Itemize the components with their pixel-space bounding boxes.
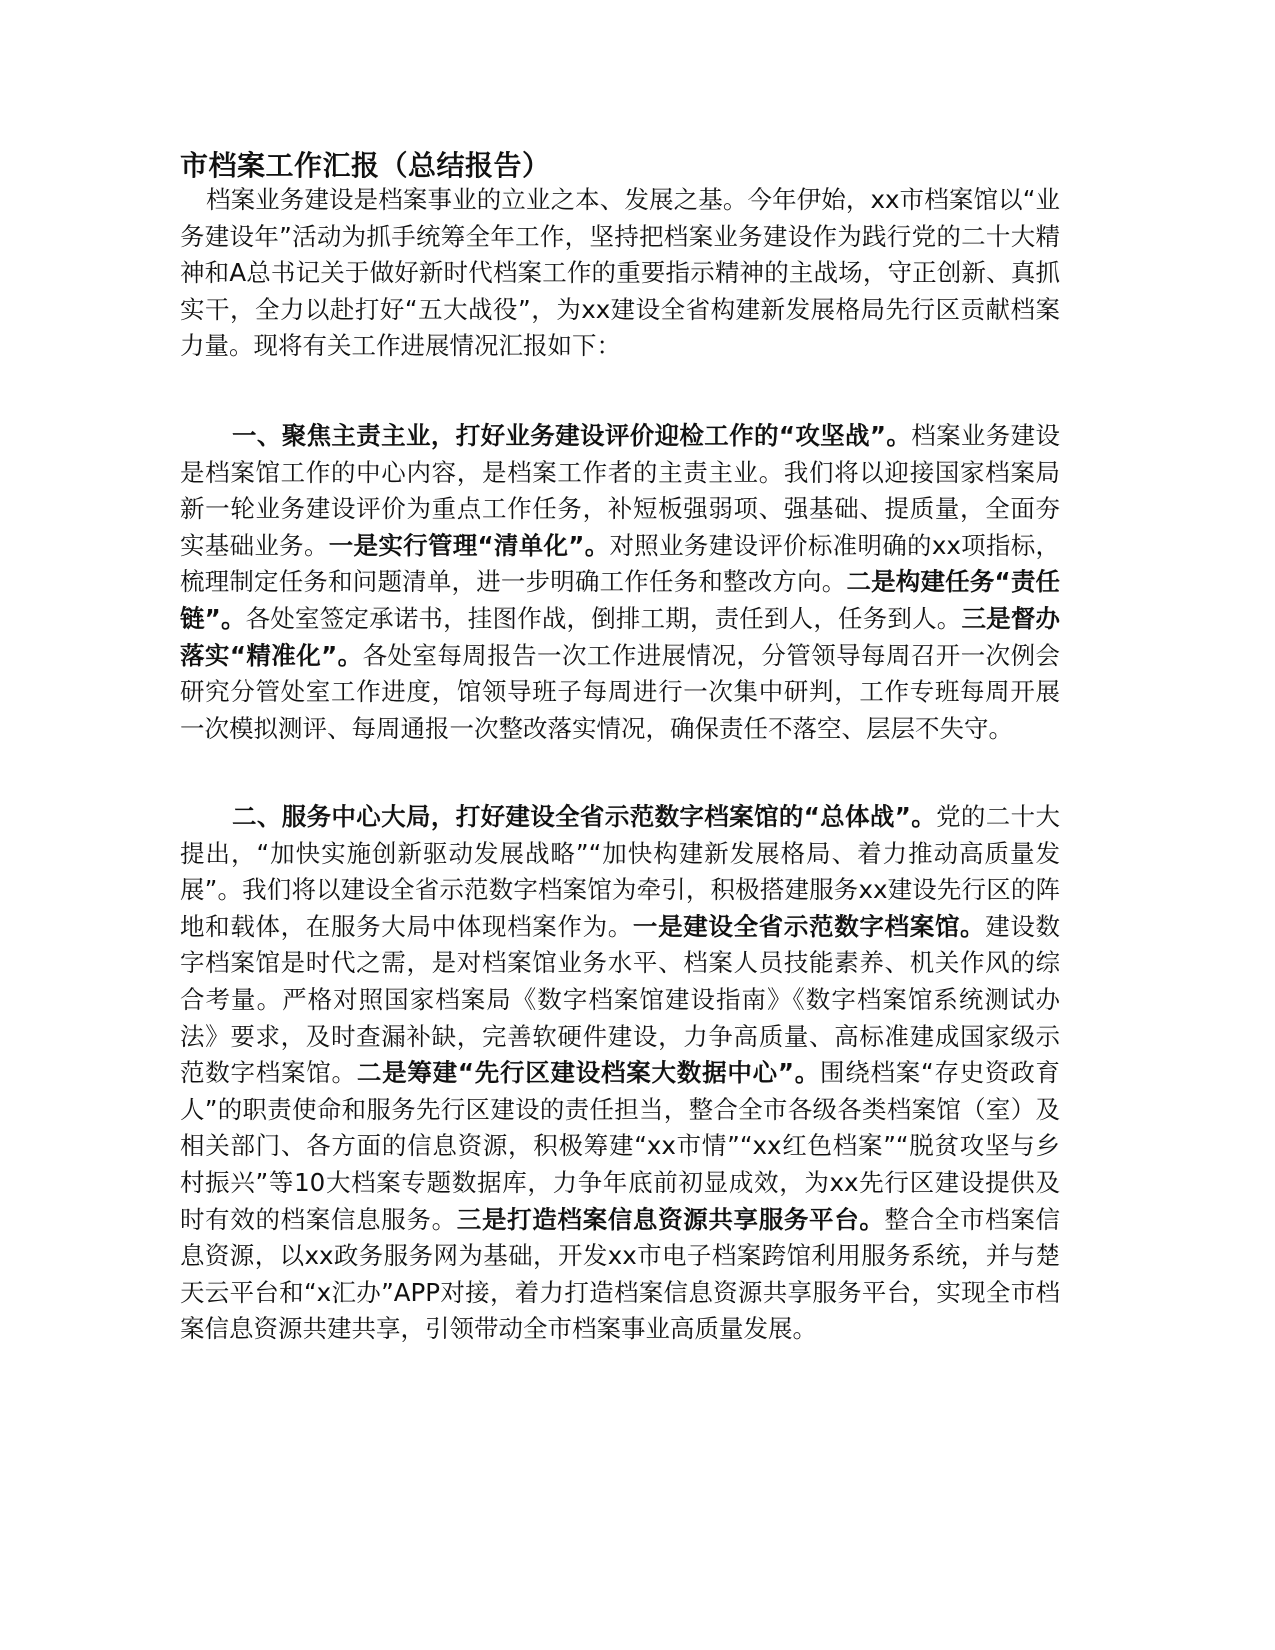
section-1-point-1-heading: 一是实行管理“清单化”。: [328, 530, 610, 560]
section-1-point-3-heading: 三是督办落实“精准化”。: [180, 603, 1061, 670]
section-2-point-2-heading: 二是筹建“先行区建设档案大数据中心”。: [356, 1058, 820, 1088]
section-2-point-2-text: 围绕档案“存史资政育人”的职责使命和服务先行区建设的责任担当，整合全市各级各类档案馆（室）及相关部门、各方面的信息资源，积极筹建“xx市情”“xx红色档案”“脱贫攻坚与乡村振兴”等10大档案专题数据库，力争年底前初显成效，为xx先行区建设提供及时有效的档案信息服务。: [180, 1058, 1060, 1234]
section-2-point-1-text: 建设数字档案馆是时代之需，是对档案馆业务水平、档案人员技能素养、机关作风的综合考量。严格对照国家档案局《数字档案馆建设指南》《数字档案馆系统测试办法》要求，及时查漏补缺，完善软硬件建设，力争高质量、高标准建成国家级示范数字档案馆。: [180, 911, 1061, 1088]
section-2-point-3-heading: 三是打造档案信息资源共享服务平台。: [456, 1204, 885, 1234]
section-2-text: 党的二十大提出，“加快实施创新驱动发展战略”“加快构建新发展格局、着力推动高质量发展”。我们将以建设全省示范数字档案馆为牵引，积极搭建服务xx建设先行区的阵地和载体，在服务大局中体现档案作为。: [180, 802, 1061, 941]
section-1-point-1-text: 对照业务建设评价标准明确的xx项指标，梳理制定任务和问题清单，进一步明确工作任务和整改方向。: [180, 530, 1060, 597]
section-2-point-1-heading: 一是建设全省示范数字档案馆。: [632, 911, 986, 941]
section-1-heading: 一、聚焦主责主业，打好业务建设评价迎检工作的“攻坚战”。: [232, 421, 912, 450]
section-1-point-3-text: 各处室每周报告一次工作进展情况，分管领导每周召开一次例会研究分管处室工作进度，馆领导班子每周进行一次集中研判，工作专班每周开展一次模拟测评、每周通报一次整改落实情况，确保责任不落空、层层不失守。: [180, 640, 1060, 743]
document-title: 市档案工作汇报（总结报告）: [180, 149, 551, 182]
section-1-text: 档案业务建设是档案馆工作的中心内容，是档案工作者的主责主业。我们将以迎接国家档案局新一轮业务建设评价为重点工作任务，补短板强弱项、强基础、提质量，全面夯实基础业务。: [180, 421, 1061, 560]
section-2-heading: 二、服务中心大局，打好建设全省示范数字档案馆的“总体战”。: [232, 802, 937, 831]
section-1-paragraph: [180, 418, 1060, 747]
section-1-point-2-heading: 二是构建任务“责任链”。: [180, 567, 1060, 633]
section-2-point-3-text: 整合全市档案信息资源，以xx政务服务网为基础，开发xx市电子档案跨馆利用服务系统，并与楚天云平台和“x汇办”APP对接，着力打造档案信息资源共享服务平台，实现全市档案信息资源共建共享，引领带动全市档案事业高质量发展。: [180, 1204, 1061, 1344]
section-2-paragraph: [180, 799, 1060, 1348]
section-1-point-2-text: 各处室签定承诺书，挂图作战，倒排工期，责任到人，任务到人。: [245, 603, 962, 633]
intro-paragraph: 档案业务建设是档案事业的立业之本、发展之基。今年伊始，xx市档案馆以“业务建设年”活动为抓手统筹全年工作，坚持把档案业务建设作为践行党的二十大精神和A总书记关于做好新时代档案工作的重要指示精神的主战场，守正创新、真抓实干，全力以赴打好“五大战役”，为xx建设全省构建新发展格局先行区贡献档案力量。现将有关工作进展情况汇报如下：: [180, 185, 1060, 361]
